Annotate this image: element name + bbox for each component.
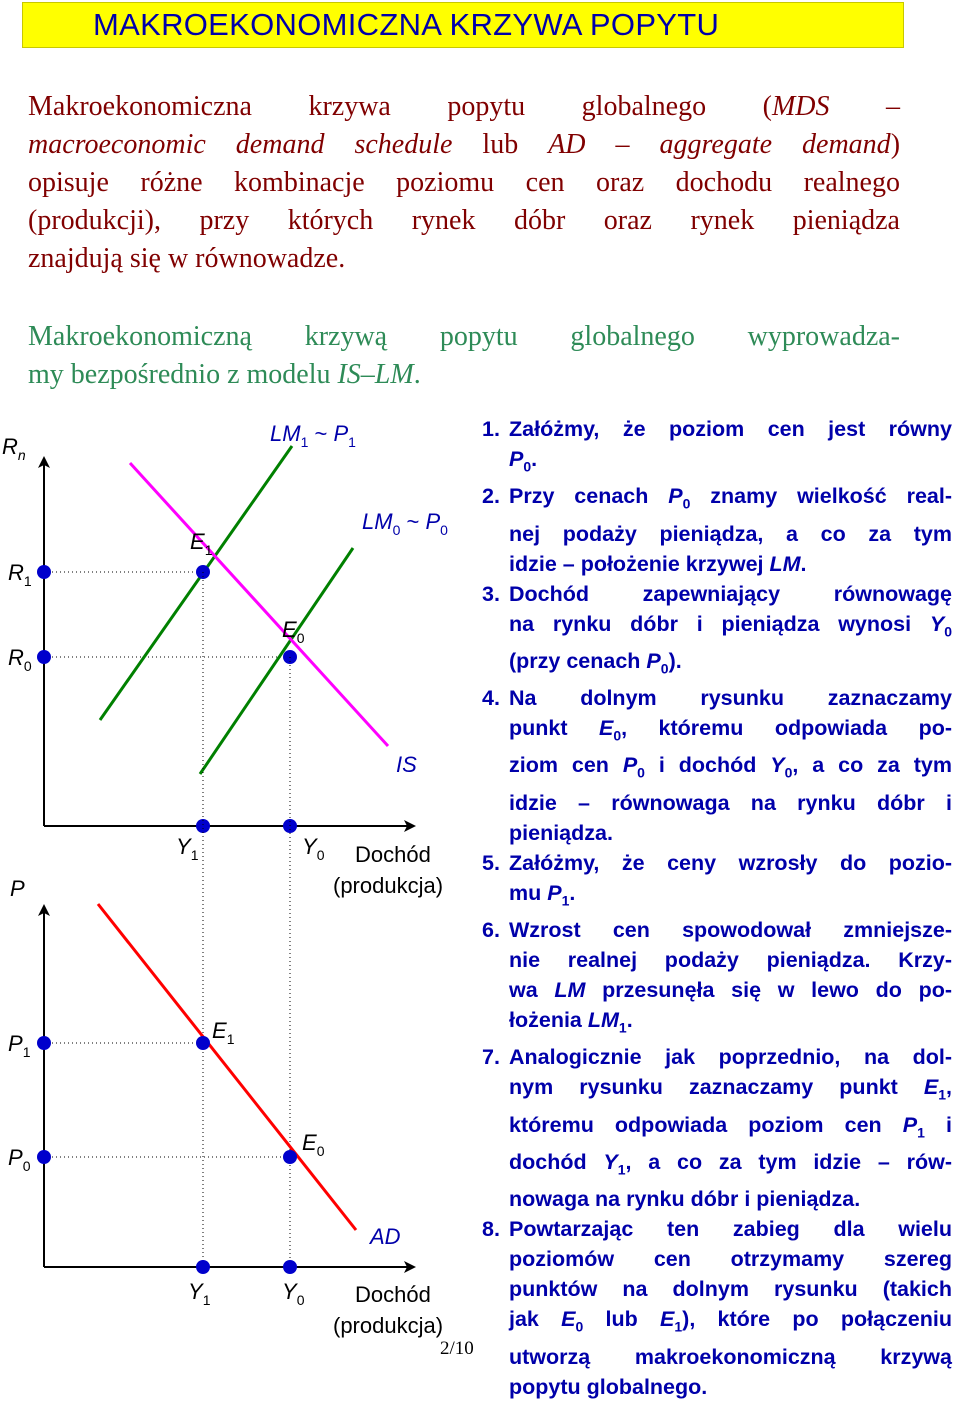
is-curve (130, 463, 388, 746)
step-text-line: Załóżmy, że poziom cen jest równy (509, 417, 952, 441)
title-banner (22, 2, 904, 48)
step-text-line: Powtarzając ten zabieg dla wielu (509, 1217, 952, 1242)
definition-line: macroeconomic demand schedule lub AD – aggregate demand) (28, 129, 901, 160)
step-text-line: nym rysunku zaznaczamy punkt $E_1$, (509, 1075, 952, 1103)
lm0-curve (200, 548, 353, 774)
page-number: 2/10 (440, 1338, 474, 1359)
step-text-line: któremu odpowiada poziom cen $P_1$ i (509, 1112, 952, 1140)
derivation-line: Makroekonomiczną krzywą popytu globalnego wyprowadza- (28, 321, 900, 352)
step-text-line: Wzrost cen spowodował zmniejsze- (509, 918, 952, 943)
e1-label-top: $E_1$ (190, 529, 213, 558)
step-number: 2. (482, 484, 500, 509)
step-number: 3. (482, 581, 500, 606)
tick-p0: $P_0$ (8, 1145, 31, 1174)
step-text-line: pieniądza. (509, 820, 613, 845)
step-text-line: Analogicznie jak poprzednio, na dol- (509, 1045, 952, 1070)
lm0-label: $LM_0$ ~ $P_0$ (362, 509, 448, 538)
step-text-line: punkt $E_0$, któremu odpowiada po- (509, 716, 952, 744)
tick-y1-top: $Y_1$ (176, 834, 199, 863)
step-text-line: $P_0$. (509, 447, 538, 475)
derivation-line: my bezpośrednio z modelu IS–LM. (28, 359, 421, 390)
step-text-line: utworzą makroekonomiczną krzywą (509, 1344, 952, 1369)
definition-line: opisuje różne kombinacje poziomu cen oraz dochodu realnego (28, 167, 900, 198)
e0-label-top: $E_0$ (282, 617, 305, 646)
e1-label-bottom: $E_1$ (212, 1018, 235, 1047)
step-item (482, 848, 952, 915)
step-item (482, 481, 952, 578)
step-number: 7. (482, 1045, 500, 1070)
step-item (482, 1214, 952, 1401)
point-e0-bottom (283, 1150, 297, 1164)
x-axis-label-line2: (produkcja) (333, 1313, 444, 1338)
y-axis-label: P (10, 876, 25, 901)
tick-y0-bottom: $Y_0$ (282, 1279, 305, 1308)
step-text-line: Na dolnym rysunku zaznaczamy (509, 686, 952, 711)
tick-r0: $R_0$ (8, 645, 32, 674)
step-text-line: idzie – równowaga na rynku dóbr i (509, 790, 952, 815)
step-number: 8. (482, 1217, 500, 1242)
ad-curve (98, 904, 356, 1230)
step-text-line: ziom cen $P_0$ i dochód $Y_0$, a co za tym (509, 753, 952, 781)
lm1-label: $LM_1$ ~ $P_1$ (270, 421, 356, 450)
page-title: MAKROEKONOMICZNA KRZYWA POPYTU (93, 7, 720, 42)
definition-line: znajdują się w równowadze. (28, 243, 346, 274)
step-text-line: Przy cenach $P_0$ znamy wielkość real- (509, 484, 952, 512)
definition-paragraph (28, 88, 900, 278)
point-y1-top (196, 819, 210, 833)
step-text-line: nej podaży pieniądza, a co za tym (509, 521, 952, 546)
step-text-line: na rynku dóbr i pieniądza wynosi $Y_0$ (509, 611, 952, 639)
point-r0 (37, 650, 51, 664)
step-number: 1. (482, 417, 500, 441)
x-axis-label-line2: (produkcja) (333, 873, 444, 898)
step-text-line: punktów na dolnym rysunku (takich (509, 1277, 952, 1302)
step-number: 5. (482, 850, 500, 875)
step-text-line: mu $P_1$. (509, 880, 576, 909)
step-text-line: (przy cenach $P_0$). (509, 648, 682, 677)
steps-list (482, 414, 952, 1402)
step-number: 4. (482, 686, 500, 711)
tick-p1: $P_1$ (8, 1031, 31, 1060)
tick-y1-bottom: $Y_1$ (188, 1279, 211, 1308)
step-text-line: dochód $Y_1$, a co za tym idzie – rów- (509, 1149, 952, 1178)
is-lm-chart (0, 410, 480, 900)
definition-line: (produkcji), przy których rynek dóbr oraz rynek pieniądza (28, 205, 900, 236)
tick-r1: $R_1$ (8, 560, 32, 589)
step-text-line: popytu globalnego. (509, 1374, 708, 1399)
step-text-line: Załóżmy, że ceny wzrosły do pozio- (509, 850, 952, 875)
point-r1 (37, 565, 51, 579)
step-item (482, 579, 952, 684)
step-text-line: nowaga na rynku dóbr i pieniądza. (509, 1187, 861, 1212)
tick-y0-top: $Y_0$ (302, 834, 325, 863)
step-item (482, 414, 952, 481)
step-text-line: poziomów cen otrzymamy szereg (509, 1247, 952, 1272)
x-axis-label-line1: Dochód (355, 1282, 431, 1307)
step-item (482, 683, 952, 848)
step-item (482, 1042, 952, 1214)
step-text-line: idzie – położenie krzywej LM. (509, 551, 807, 576)
y-axis-label: $R_n$ (2, 434, 26, 463)
derivation-paragraph (28, 318, 900, 394)
point-p1 (37, 1036, 51, 1050)
step-item (482, 915, 952, 1042)
point-p0 (37, 1150, 51, 1164)
step-text-line: nie realnej podaży pieniądza. Krzy- (509, 948, 952, 973)
is-label: IS (396, 752, 417, 777)
step-text-line: łożenia $LM_1$. (509, 1008, 633, 1036)
ad-label: AD (370, 1224, 401, 1249)
step-number: 6. (482, 918, 500, 943)
step-text-line: Dochód zapewniający równowagę (509, 581, 952, 606)
step-text-line: wa LM przesunęła się w lewo do po- (509, 978, 953, 1003)
step-text-line: jak $E_0$ lub $E_1$), które po połączeniu (509, 1307, 952, 1335)
point-e1-bottom (196, 1036, 210, 1050)
definition-line: Makroekonomiczna krzywa popytu globalnego (MDS – (28, 91, 901, 122)
x-axis-label-line1: Dochód (355, 842, 431, 867)
point-y0-bottom (283, 1260, 297, 1274)
ad-chart (0, 876, 480, 1340)
point-y1-bottom (196, 1260, 210, 1274)
e0-label-bottom: $E_0$ (302, 1130, 325, 1159)
